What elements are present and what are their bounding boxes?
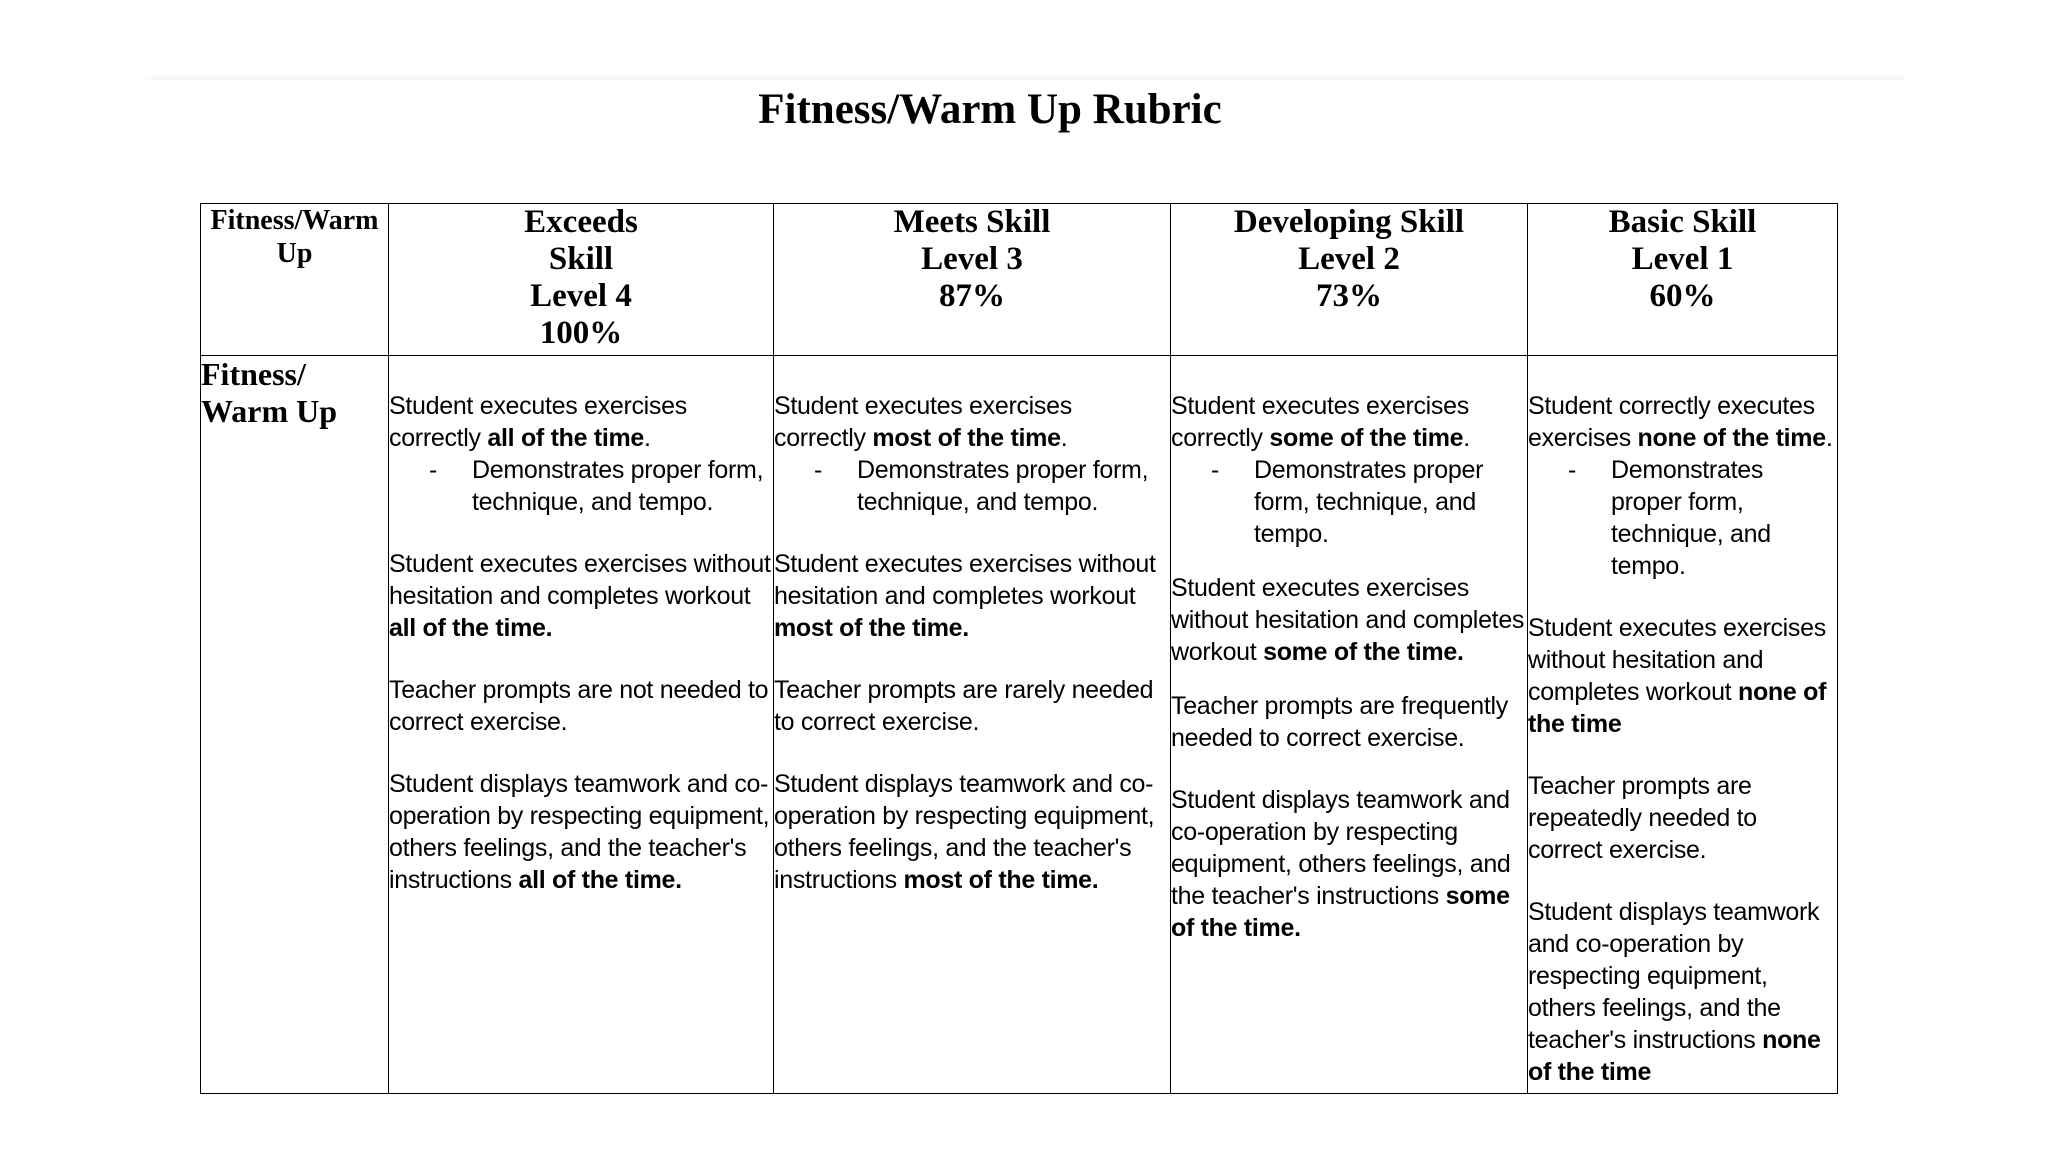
level-label-line: Exceeds [524, 204, 638, 240]
level-percent: 87% [939, 278, 1005, 314]
emphasis: most of the time. [774, 614, 969, 642]
criteria-cell-level-2 [1171, 356, 1528, 1094]
text: . [1060, 424, 1068, 452]
criterion-teamwork [1171, 784, 1527, 944]
bullet-dash: - [1211, 456, 1220, 484]
level-percent: 100% [539, 315, 623, 351]
bullet-text: Demonstrates proper form, technique, and tempo. [1611, 456, 1771, 580]
header-level-1 [1528, 204, 1838, 356]
level-label-line: Skill [548, 241, 614, 277]
emphasis: most of the time [872, 424, 1061, 452]
criterion-correctness [774, 390, 1170, 454]
level-percent: 60% [1649, 278, 1716, 314]
emphasis: all of the time. [518, 866, 682, 894]
criterion-hesitation [1171, 572, 1527, 668]
criterion-teamwork [774, 768, 1170, 896]
level-label-line: Level 4 [530, 278, 632, 314]
text: Student executes exercises correctly [1171, 392, 1469, 452]
criterion-teamwork [1528, 896, 1837, 1088]
text: . [1825, 424, 1833, 452]
header-level-3 [774, 204, 1171, 356]
bullet-dash: - [429, 456, 438, 484]
row-label-line: Warm Up [201, 393, 337, 429]
criteria-cell-level-1 [1528, 356, 1838, 1094]
emphasis: some of the time. [1263, 638, 1464, 666]
text: Student executes exercises without hesitation and completes workout [1171, 574, 1525, 666]
emphasis: none of the time [1528, 1026, 1821, 1086]
criterion-correctness [1528, 390, 1837, 454]
text: Student displays teamwork and co-operation by respecting equipment, others feelings, and the teacher's instructions [1528, 898, 1820, 1054]
level-label-line: Developing Skill [1233, 204, 1465, 240]
row-label-line: Fitness/ [201, 356, 306, 392]
criteria-cell-level-3 [774, 356, 1171, 1094]
level-label-line: Meets Skill [893, 204, 1051, 240]
criterion-hesitation [774, 548, 1170, 644]
level-label-line: Level 1 [1631, 241, 1734, 277]
text: Student displays teamwork and co-operation by respecting equipment, others feelings, and the teacher's instructions [774, 770, 1155, 894]
text: Student correctly executes exercises [1528, 392, 1815, 452]
emphasis: none of the time [1528, 678, 1827, 738]
rubric-header-row [201, 204, 1838, 356]
emphasis: most of the time. [903, 866, 1099, 894]
criterion-hesitation [389, 548, 773, 644]
criterion-prompts: Teacher prompts are rarely needed to correct exercise. [774, 676, 1154, 736]
bullet-dash: - [1568, 456, 1577, 484]
bullet-text: Demonstrates proper form, technique, and tempo. [857, 456, 1149, 516]
rubric-table [200, 203, 1838, 1094]
text: . [644, 424, 651, 452]
bullet-dash: - [814, 456, 823, 484]
level-label-line: Level 3 [921, 241, 1023, 277]
bullet-item [1171, 454, 1527, 550]
criterion-prompts: Teacher prompts are frequently needed to correct exercise. [1171, 692, 1509, 752]
level-label-line: Level 2 [1298, 241, 1400, 277]
emphasis: some of the time. [1171, 882, 1510, 942]
emphasis: all of the time [487, 424, 645, 452]
header-level-2 [1171, 204, 1528, 356]
corner-label-line: Fitness/Warm [210, 205, 379, 236]
text: Student executes exercises correctly [389, 392, 687, 452]
text: Student executes exercises without hesitation and completes workout [1528, 614, 1826, 706]
bullet-item [389, 454, 773, 518]
bullet-text: Demonstrates proper form, technique, and tempo. [472, 456, 764, 516]
text: . [1463, 424, 1470, 452]
header-corner-cell [201, 204, 389, 356]
bullet-text: Demonstrates proper form, technique, and tempo. [1254, 456, 1484, 548]
level-label-line: Basic Skill [1608, 204, 1757, 240]
emphasis: none of the time [1637, 424, 1826, 452]
criteria-cell-level-4 [389, 356, 774, 1094]
criterion-prompts: Teacher prompts are repeatedly needed to correct exercise. [1528, 772, 1757, 864]
emphasis: all of the time. [389, 614, 553, 642]
criterion-hesitation [1528, 612, 1837, 740]
corner-label-line: Up [276, 238, 313, 269]
bullet-item [1528, 454, 1837, 582]
document-title: Fitness/Warm Up Rubric [758, 86, 1222, 133]
header-level-4 [389, 204, 774, 356]
emphasis: some of the time [1269, 424, 1464, 452]
text: Student executes exercises without hesitation and completes workout [389, 550, 771, 610]
text: Student executes exercises correctly [774, 392, 1072, 452]
criterion-correctness [389, 390, 773, 454]
text: Student displays teamwork and co-operation by respecting equipment, others feelings, and the teacher's instructions [1171, 786, 1511, 910]
page-top-band [145, 76, 1905, 80]
criterion-correctness [1171, 390, 1527, 454]
bullet-item [774, 454, 1170, 518]
criterion-teamwork [389, 768, 773, 896]
rubric-criteria-row [201, 356, 1838, 1094]
text: Student displays teamwork and co-operation by respecting equipment, others feelings, and the teacher's instructions [389, 770, 770, 894]
row-label-cell [201, 356, 389, 1094]
level-percent: 73% [1316, 278, 1382, 314]
text: Student executes exercises without hesitation and completes workout [774, 550, 1156, 610]
criterion-prompts: Teacher prompts are not needed to correct exercise. [389, 676, 769, 736]
